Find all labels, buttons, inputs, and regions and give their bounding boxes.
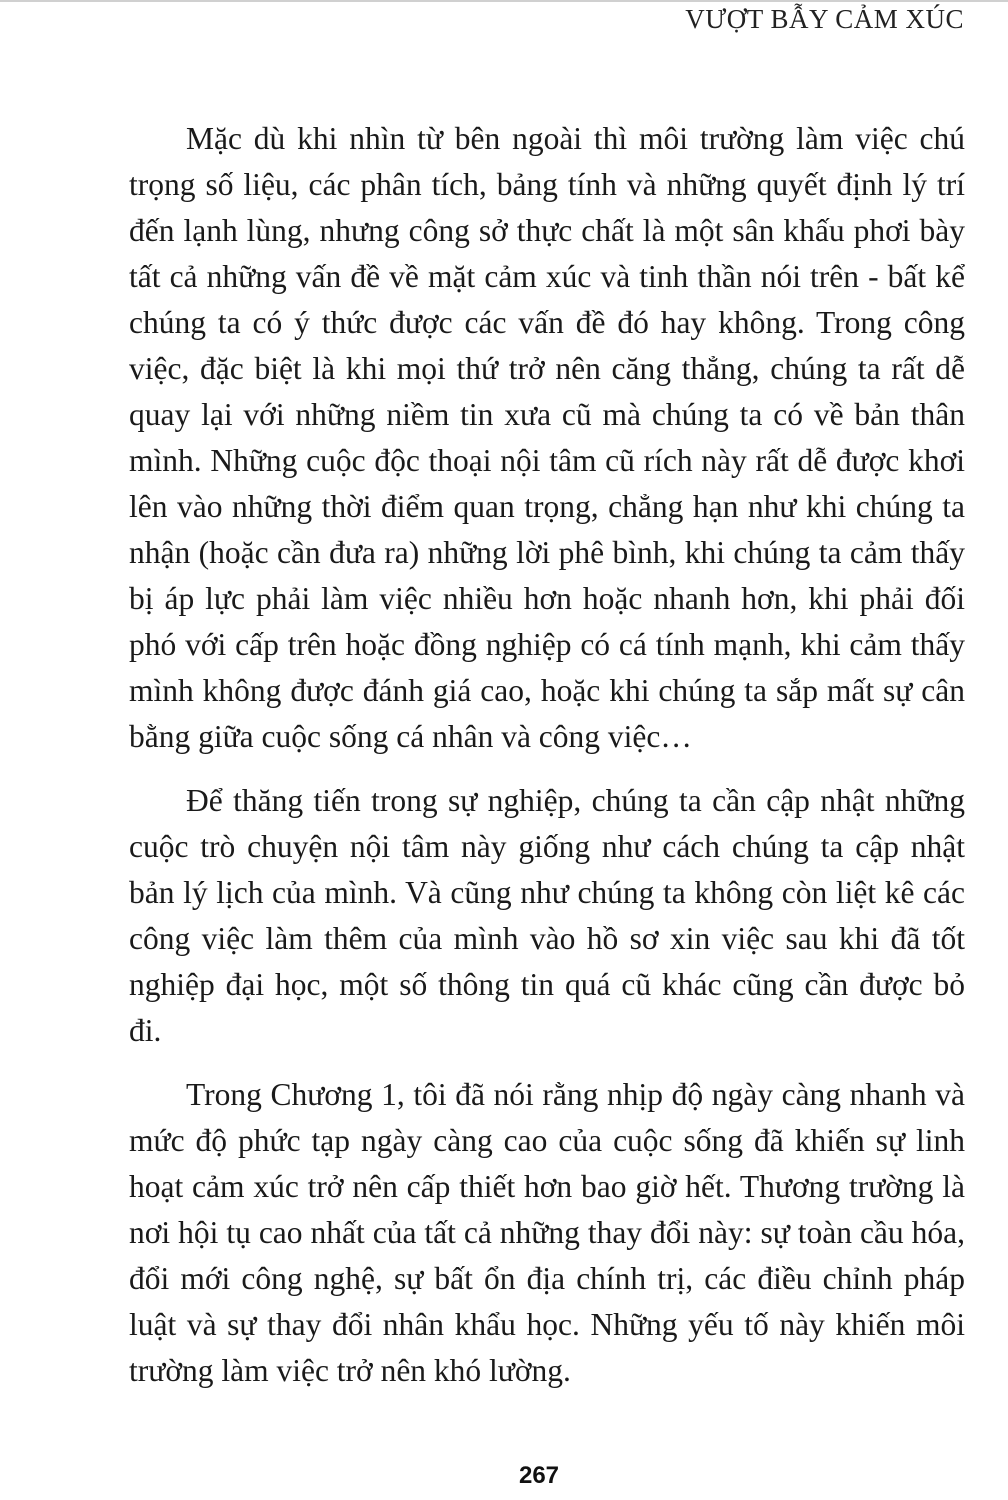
running-header-title: VƯỢT BẪY CẢM XÚC — [685, 4, 964, 34]
top-edge-rule — [0, 0, 1008, 2]
paragraph-3: Trong Chương 1, tôi đã nói rằng nhịp độ ngày càng nhanh và mức độ phức tạp ngày càng cao của cuộc sống đã khiến sự linh hoạt cảm xúc trở nên cấp thiết hơn bao giờ hết. Thương trường là nơi hội tụ cao nhất của tất cả những thay đổi này: sự toàn cầu hóa, đổi mới công nghệ, sự bất ổn địa chính trị, các điều chỉnh pháp luật và sự thay đổi nhân khẩu học. Những yếu tố này khiến môi trường làm việc trở nên khó lường. — [129, 1077, 965, 1388]
paragraph-2: Để thăng tiến trong sự nghiệp, chúng ta cần cập nhật những cuộc trò chuyện nội tâm này giống như cách chúng ta cập nhật bản lý lịch của mình. Và cũng như chúng ta không còn liệt kê các công việc làm thêm của mình vào hồ sơ xin việc sau khi đã tốt nghiệp đại học, một số thông tin quá cũ khác cũng cần được bỏ đi. — [129, 783, 965, 1048]
page-number: 267 — [518, 1462, 560, 1489]
page-body — [129, 116, 965, 1412]
paragraph-1: Mặc dù khi nhìn từ bên ngoài thì môi trường làm việc chú trọng số liệu, các phân tích, bảng tính và những quyết định lý trí đến lạnh lùng, nhưng công sở thực chất là một sân khấu phơi bày tất cả những vấn đề về mặt cảm xúc và tinh thần nói trên - bất kể chúng ta có ý thức được các vấn đề đó hay không. Trong công việc, đặc biệt là khi mọi thứ trở nên căng thẳng, chúng ta rất dễ quay lại với những niềm tin xưa cũ mà chúng ta có về bản thân mình. Những cuộc độc thoại nội tâm cũ rích này rất dễ được khơi lên vào những thời điểm quan trọng, chẳng hạn như khi chúng ta nhận (hoặc cần đưa ra) những lời phê bình, khi chúng ta cảm thấy bị áp lực phải làm việc nhiều hơn hoặc nhanh hơn, khi phải đối phó với cấp trên hoặc đồng nghiệp có cá tính mạnh, khi cảm thấy mình không được đánh giá cao, hoặc khi chúng ta sắp mất sự cân bằng giữa cuộc sống cá nhân và công việc… — [129, 121, 965, 754]
